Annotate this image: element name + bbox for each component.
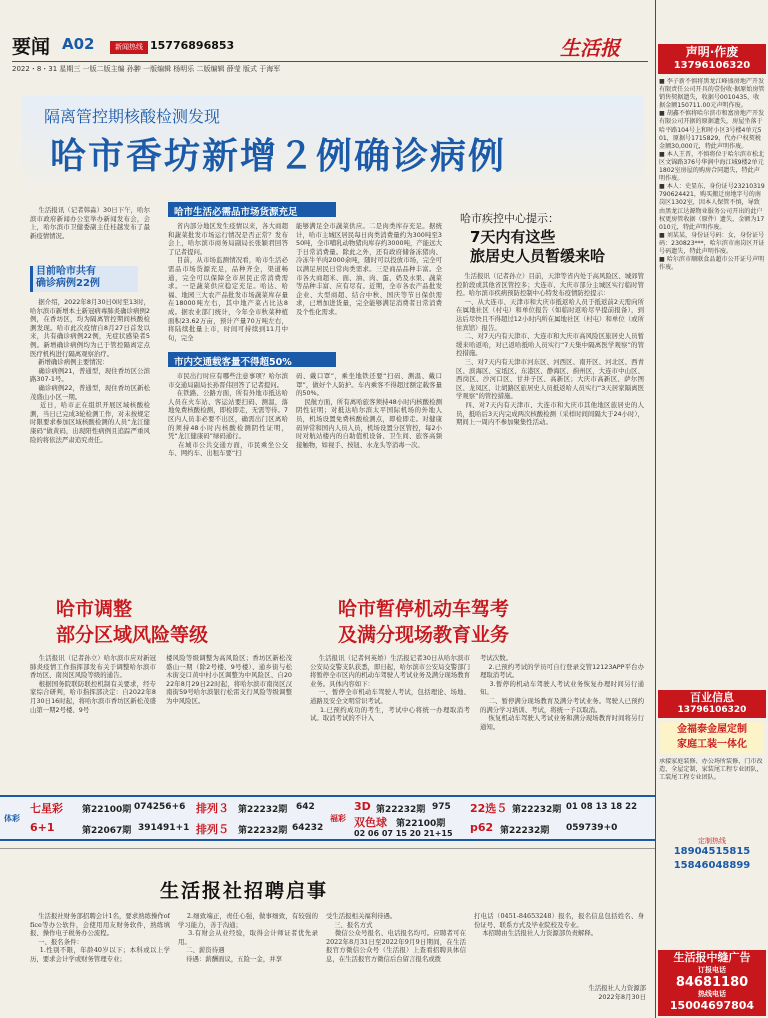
header-rule <box>12 61 648 62</box>
article-body: 码、戴口罩”，乘坐地铁还要“扫码、测温、戴口罩”，做好个人防护。车内乘客不得超过额定载客量的50%。 民航方面，所有离哈旅客须持48小时内核酸检测阴性证明；对抵达哈尔滨太平国际机场的外地人员，机场设置免费核酸检测点，即检即走。对健康码异常和国内人员人员，机场设置分区管控，每2小时对航站楼内的自助值机设备、卫生间、旅客高频接触物，如视手、按钮、水龙头等消毒一次。 <box>296 372 442 449</box>
ad-footer-label: 订报电话 <box>698 966 726 974</box>
ad-title: 金福泰金屋定制 家庭工装一体化 <box>660 722 764 754</box>
hotline-label: 新闻热线 <box>110 41 148 54</box>
page-number: A02 <box>62 35 95 53</box>
classified-header <box>658 44 766 74</box>
lottery-number: 074256+6 <box>134 802 186 812</box>
lottery-name: p62 <box>470 821 494 834</box>
classified-notices: ■ 李子新不慎将黑龙江峰盛房地产开发有限责任公司开具的壹份收·据原始房管销售契据遗失，收据号0010435，收据金额150711.00元声明作废。 ■ 胡鑫不慎将哈尔滨市和富房地产开发有限公司开据的原据遗失，房屋坐落于哈平路104号上和时小区3号楼4单元501，原据号1715829，代办户权契税金额30,000元，特此声明作废。 ■ 本人王晋，不慎将位于哈尔滨市松北区文锦路376号华润中海江城9楼2单元1802室房屋的购房合同遗失，特此声明作废。 ■ 本人：史显东，身份证号23210319790624421，购买搬迁房地字号的南岗区1302室，因本人保管不慎，导致由黑龙江达源物业服务公司开出的此户权更房管收据（原件）遗失，金额为17010元，特此声明作废。 ■ 刘某某，身份证号码：女，身份证号码：230823***，哈尔滨市南岗区开证号码遗失，特此声明作废。 ■ 哈尔滨市顺联食品超市公开证号声明作废。 <box>659 78 765 272</box>
lottery-issue: 第22232期 <box>238 826 288 836</box>
headline-title: 哈市香坊新增２例确诊病例 <box>50 136 507 177</box>
article-body: 省内部分地区发生疫情以来，各大商超和蔬菜批发市场运行情况是否正常？发布会上，哈尔滨市商务局副局长张颖君回答了记者提问。 目前，从市场监测情况看，哈市生活必需品市场货源充足，品种齐全，渠道畅通，完全可以保障全市居民正常消费需求。一是蔬菜供应稳定充足。哈达、哈福、地园三大农产品批发市场蔬菜库存量在18000吨左右，其中地产菜占比达8成。据农业部门统计，今年全市秋菜种植面积23.62万亩，预计产量70万吨左右，将陆续批量上市，时间可持续到11月中旬，完全 <box>168 222 288 342</box>
lottery-name: 排列５ <box>196 823 229 836</box>
recruit-body: 打电话（0451-84653248）报名，报名信息包括姓名、身份证号、联系方式及毕业院校及专业。 本招聘由生活报社人力资源部负责解释。 <box>474 912 644 938</box>
recruit-body: 生活报社财务部招聘会计1名，要求熟练操作office等办公软件，会使用用友财务软件，熟练填报、操作电子税务办公流程。 一、报名条件： 1.性别不限，年龄40岁以下；本科或以上学历，要求会计学或财务管理专业； <box>30 912 170 963</box>
ad-footer-phone: 84681180 <box>675 975 749 990</box>
lottery-number: 642 <box>296 802 315 812</box>
hotline-number: 15776896853 <box>150 39 235 52</box>
ad-phone: 15846048899 <box>673 860 751 871</box>
lottery-name: 3D <box>354 800 371 813</box>
lottery-number: 059739+0 <box>566 823 618 833</box>
side-article-kicker: 哈市疾控中心提示： <box>460 212 559 225</box>
article-body: 生活报讯（记者孙立）哈尔滨市应对新冠肺炎疫情工作指挥部发布关于调整哈尔滨市香坊区、南岗区风险等级的通告。 根据国务院联防联控机制有关要求，经专家综合研判，哈市指挥部决定：自2022年8月30日16时起，将哈尔滨市香坊区新松茂盛山第一期2号楼、9号 <box>30 654 156 714</box>
article-subhead: 哈市生活必需品市场货源充足 <box>168 202 336 217</box>
recruit-body: 2.细致端正，责任心强，做事细致，有较强的学习能力，善于沟通； 3.有财会从业经验，取得会计师证者优先录用。 二、薪资待遇 待遇：薪酬面议，五险一金，并享 <box>178 912 318 963</box>
lottery-name: 七星彩 <box>30 802 63 815</box>
lottery-name: 22选５ <box>470 802 508 815</box>
lottery-issue: 第22232期 <box>512 805 562 815</box>
side-article-title: 7天内有这些 旅居史人员暂缓来哈 <box>470 228 606 265</box>
lottery-issue: 第22232期 <box>238 805 288 815</box>
ad-phone-label: 定制热线 <box>698 837 726 845</box>
article-body: 市民出行时应有哪些注意事项？哈尔滨市交通局副局长孙晋伟回答了记者提问。 在铁路、公路方面，所有外地市抵达哈人员在火车站、客运站要扫码、测温，落地免费核酸检测，即检即走，无需等待。7区内人员非必要不出区，确需出门区离哈的须持48小时内核酸检测阴性证明，凭“龙江健康码”绿码通行。 在城市公共交通方面，市民乘坐公交车、网约车、出租车要“扫 <box>168 372 288 458</box>
article-subhead: 目前哈市共有 确诊病例22例 <box>30 266 138 292</box>
ad-text: 承接家庭装修、办公场所装修、门市改造、全屋定制，家装尾工程专业团队，工装尾工程专业团队。 <box>659 758 763 782</box>
recruit-title: 生活报社招聘启事 <box>160 880 329 902</box>
classified-header-title: 声明·作废 <box>685 45 739 59</box>
page-header <box>0 0 768 70</box>
ad-footer-title: 生活报中缝广告 <box>673 951 751 964</box>
classified-column <box>655 0 768 1018</box>
article-body: 生活报讯（记者韩淼）30日下午，哈尔滨市政府新闻办公室举办新闻发布会，会上，哈尔滨市卫健委副主任桂越发布了最新疫情情况。 <box>30 206 150 240</box>
lottery-issue: 第22067期 <box>82 826 132 836</box>
lottery-name: 双色球 <box>354 816 387 829</box>
article-title: 哈市调整 部分区域风险等级 <box>56 598 209 646</box>
article-body: 生活报讯（记者孙立）目前，天津等省内处于高风险区、城郊管控阶段或其他省区管控多；大连市、大庆市部分主城区实行临时管控。哈尔滨市疾病预防控制中心特发布疫情防控提示： 一、从大连市、天津市和大庆市抵返哈人员于抵返前2天需向所在属地社区（村屯）和单位报告（如临时返哈尽早提前报备），到达后尽快且不得超过12小时内所在属地社区（村屯）和单位（或所住宾馆）报告。 二、对7天内有天津市、大连市和大庆市高风险区旅居史人员暂缓来哈返哈，对已返哈抵哈人员实行“7天集中隔离医学观察”的管控措施。 三、对7天内有天津市河东区、河西区、南开区、河北区、西青区、滨海区、宝坻区、东港区、静海区、蓟州区，大连市中山区、西岗区、沙河口区、甘井子区、高新区；大庆市高新区、萨尔图区、龙凤区、让胡路区旅居史人员抵返哈人员实行“3天居家隔离医学观察”的管控措施。 四、对7天内有天津市、大连市和大庆市其他地区旅居史的人员，抵哈后3天内完成两次核酸检测（采样时间间隔大于24小时），期间上一周内不参加聚集性活动。 <box>456 272 644 427</box>
ad-footer-box <box>658 950 766 1016</box>
classified-header-title: 百业信息 <box>690 691 734 704</box>
newspaper-logo: 生活报 <box>560 36 620 60</box>
lottery-number: 64232 <box>292 823 324 833</box>
lottery-number: 391491+1 <box>138 823 190 833</box>
article-body: 生活报讯（记者何英娇）生活报记者30日从哈尔滨市公安局交警支队获悉，即日起，哈尔滨市公安局交警部门将暂停全市区内的机动车驾驶人考试业务及满分现场教育业务。具体内容如下： 一、暂停全市机动车驾驶人考试，包括理论、场地、道路及安全文明常识考试。 1.已预约成功的考生，考试中心将统一办理取消考试。取消考试的不计入 <box>310 654 470 723</box>
section-name: 要闻 <box>12 36 51 58</box>
article-subhead: 市内交通载客量不得超50% <box>168 352 336 367</box>
lottery-issue: 第22100期 <box>396 819 446 829</box>
recruit-body: 受生活报相关福利待遇。 三、报名方式 微信公众号报名、电话报名均可。应聘者可在2022年8月31日至2022年9月9日期间，在生活报官方微信公众号（生活报）上查看招聘具体信息，在生活报官方微信后台留言报名或拨 <box>326 912 466 963</box>
lottery-label-sports: 体彩 <box>4 814 20 823</box>
lottery-issue: 第22232期 <box>376 805 426 815</box>
classified-phone: 13796106320 <box>677 705 747 715</box>
lottery-name: 排列３ <box>196 802 229 815</box>
lottery-issue: 第22232期 <box>500 826 550 836</box>
ad-footer-phone: 15004697804 <box>669 999 755 1012</box>
classified-phone: 13796106320 <box>673 60 751 71</box>
ad-phone: 18904515815 <box>673 846 751 857</box>
article-body: 楼风险等级调整为高风险区；香坊区新松茂盛山一期（除2号楼、9号楼）、通乡街与松木街交口黄中村小区调整为中风险区、自2022年8月29日22时起，将哈尔滨市南岗区汉南街59号哈尔滨银行松雷支行风险等级调整为中风险区。 <box>166 654 292 705</box>
lottery-bar <box>0 795 655 841</box>
headline-kicker: 隔离管控期核酸检测发现 <box>44 107 221 126</box>
ad-footer-label: 热线电话 <box>698 990 726 998</box>
classified-header <box>658 690 766 718</box>
lottery-number: 01 08 13 18 22 <box>566 802 637 812</box>
lottery-number: 975 <box>432 802 451 812</box>
article-body: 能够满足全市蔬菜供应。二是肉类库存充足。据统计，哈市主城区居民每日肉类消费量约为300吨至350吨，全市哺乳动物猪肉库存约3000吨，产能远大于日常消费量。除此之外，还有政府储备冻猪肉、冷冻牛羊肉2000余吨，随时可以投放市场，完全可以满足居民日常肉类需求。三是商品品种丰富。全市各大商超米、面、油、肉、蛋、奶及水果、蔬菜等品种丰富、应有尽有。近期，全市各农产品批发企业、大型商超、结合中秋、国庆等节日保供需求，已增加进货量，完全能够满足消费者日常消费及个性化需求。 <box>296 222 442 316</box>
recruit-signature: 生活报社人力资源部 2022年8月30日 <box>588 984 646 1001</box>
lottery-name: 6+1 <box>30 821 55 834</box>
article-body: 考试次数。 2.已预约考试的学员可自行登录交管12123APP平台办理取消考试。 3.暂停的机动车驾驶人考试业务恢复办理时间另行通知。 二、暂停满分现场教育及满分考试业务。驾驶人已预约的满分学习培训、考试，将统一予以取消。 恢复机动车驾驶人考试业务和满分现场教育时间将另行通知。 <box>480 654 644 731</box>
article-body: 据介绍，2022年8月30日0时至13时，哈尔滨市新增本土新冠病毒肺炎确诊病例2例，在香坊区，均为隔离管控期间核酸检测发现。哈市此次疫情自8月27日首发以来，共有确诊病例22例，无症状感染者5例。新增确诊病例均为已于管控隔离定点医疗机构进行隔离观察治疗。 新增确诊病例主要情况： 确诊病例21，普通型，现住香坊区公滨路307-1号。 确诊病例22，普通型，现住香坊区新松茂盛山小区一期。 近日，哈市正在组织开展区域核酸检测，当日已完成3轮检测工作，对未按规定时限要求参加区域核酸检测的人员“龙江健康码”做黄码，出现阳性病例且追踪严重风险的将依法严肃追究责任。 <box>30 298 150 444</box>
lottery-issue: 第22100期 <box>82 805 132 815</box>
article-title: 哈市暂停机动车驾考 及满分现场教育业务 <box>338 598 510 646</box>
lottery-label-welfare: 福彩 <box>330 814 346 823</box>
lottery-number: 02 06 07 15 20 21+15 <box>354 829 453 838</box>
dateline: 2022・8・31 星期三 一版二版主编 孙翀 一版编辑 杨明乐 二版编辑 薛莹 版式 于海军 <box>12 65 281 73</box>
